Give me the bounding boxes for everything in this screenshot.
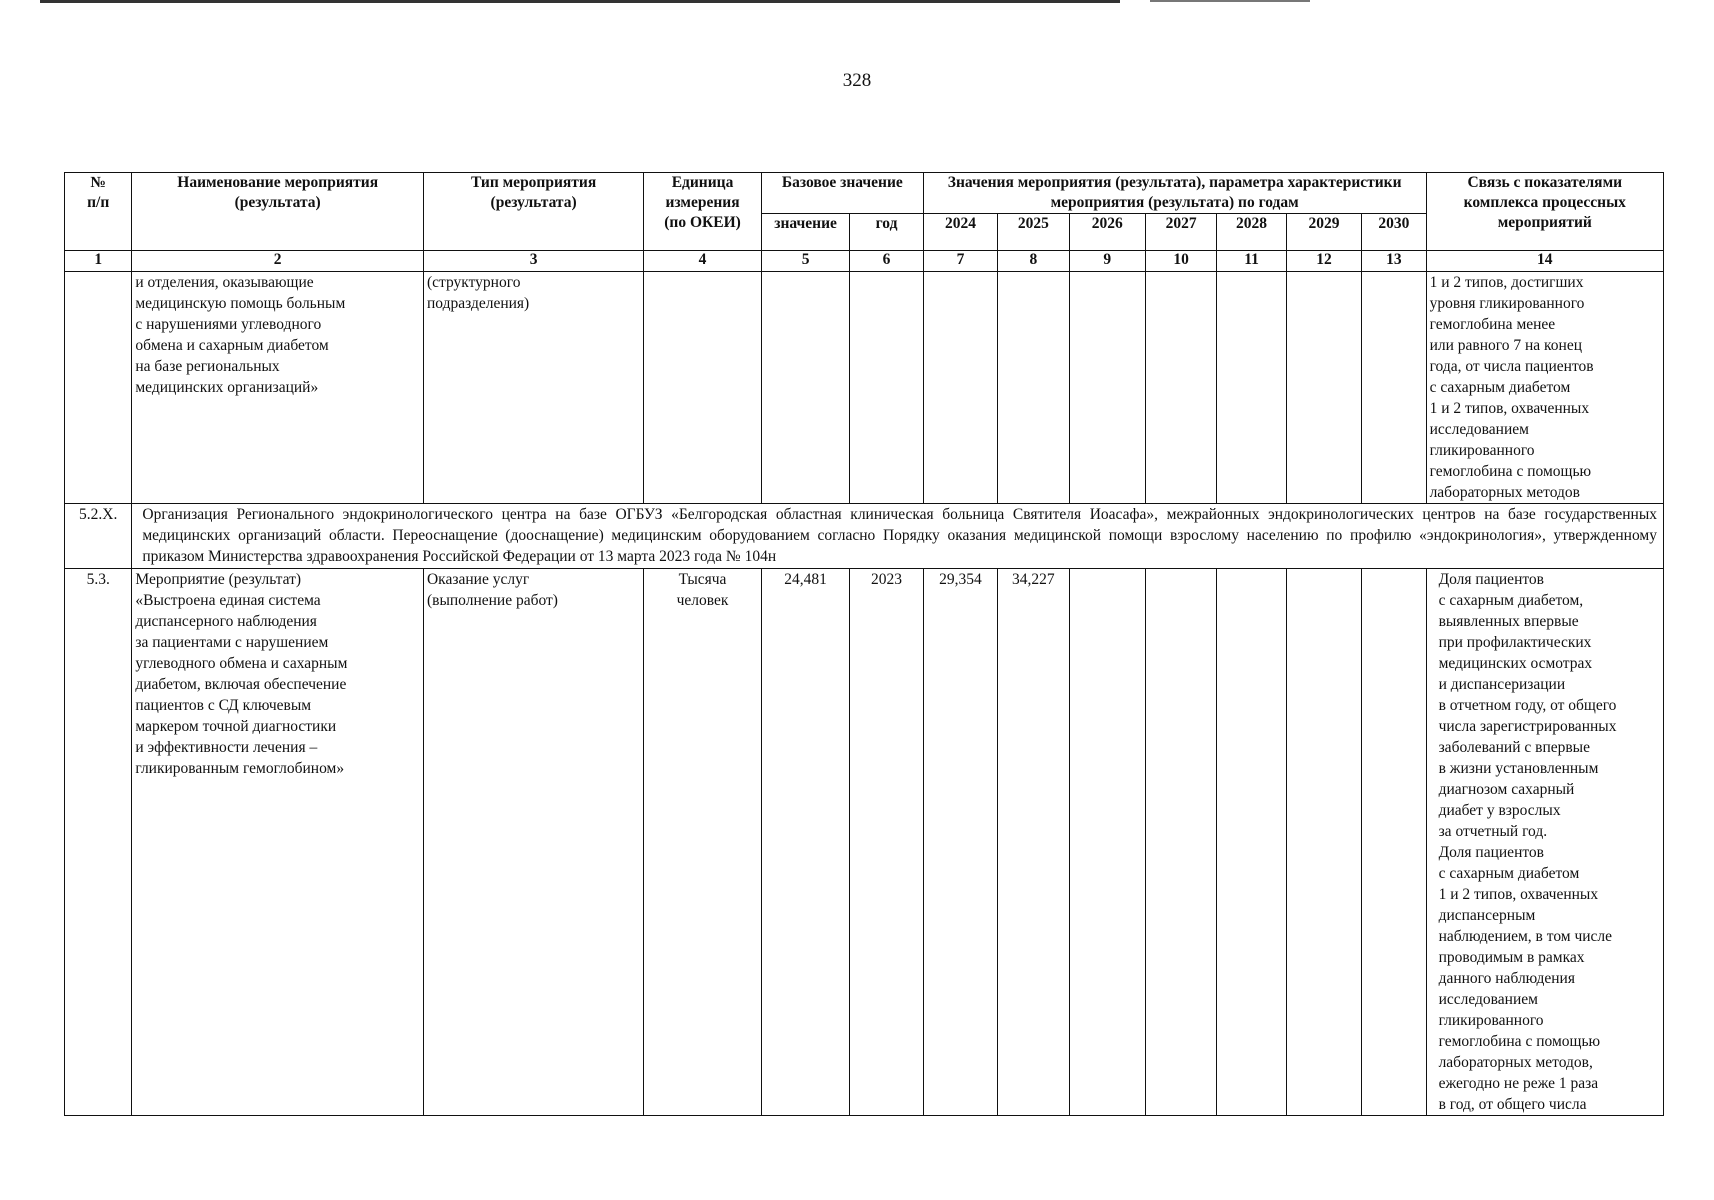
year-value-cell [1362, 569, 1426, 1116]
column-number: 11 [1217, 251, 1286, 272]
header-base-year: год [850, 214, 923, 251]
header-base-value-group: Базовое значение [761, 173, 923, 214]
table-row [65, 272, 1664, 504]
column-number: 14 [1426, 251, 1663, 272]
header-year: 2027 [1145, 214, 1216, 251]
column-number: 8 [998, 251, 1069, 272]
header-year: 2030 [1362, 214, 1426, 251]
year-value-cell: 34,227 [998, 569, 1069, 1116]
activity-name: и отделения, оказывающие медицинскую помощь больным с нарушениями углеводного обмена и сахарным диабетом на базе региональных медицинских организаций» [132, 272, 424, 504]
column-number: 7 [923, 251, 997, 272]
header-link-indicators: Связь с показателями комплекса процессных мероприятий [1426, 173, 1663, 251]
section-title: Организация Регионального эндокринологического центра на базе ОГБУЗ «Белгородская областная клиническая больница Святителя Иоасафа», межрайонных эндокринологических центров на базе государственных медицинских организаций области. Переоснащение (дооснащение) медицинским оборудованием согласно Порядку оказания медицинской помощи взрослому населению по профилю «эндокринология», утвержденному приказом Министерства здравоохранения Российской Федерации от 13 марта 2023 года № 104н [132, 504, 1664, 569]
row-number [65, 272, 132, 504]
column-number: 9 [1069, 251, 1145, 272]
base-year-cell [850, 272, 923, 504]
section-number: 5.2.X. [65, 504, 132, 569]
header-values-by-year: Значения мероприятия (результата), параметра характеристики мероприятия (результата) по годам [923, 173, 1426, 214]
column-number: 5 [761, 251, 849, 272]
header-unit: Единица измерения (по ОКЕИ) [644, 173, 762, 251]
unit-cell: Тысяча человек [644, 569, 762, 1116]
year-value-cell [1217, 272, 1286, 504]
activity-type: (структурного подразделения) [423, 272, 643, 504]
base-year-cell: 2023 [850, 569, 923, 1116]
column-number-row [65, 251, 1664, 272]
activity-type: Оказание услуг (выполнение работ) [423, 569, 643, 1116]
year-value-cell [923, 272, 997, 504]
column-number: 6 [850, 251, 923, 272]
year-value-cell [1145, 272, 1216, 504]
link-indicators: 1 и 2 типов, достигших уровня гликированного гемоглобина менее или равного 7 на конец года, от числа пациентов с сахарным диабетом 1 и 2 типов, охваченных исследованием гликированного гемоглобина с помощью лабораторных методов [1426, 272, 1663, 504]
activity-name: Мероприятие (результат) «Выстроена единая система диспансерного наблюдения за пациентами с нарушением углеводного обмена и сахарным диабетом, включая обеспечение пациентов с СД ключевым маркером точной диагностики и эффективности лечения – гликированным гемоглобином» [132, 569, 424, 1116]
column-number: 10 [1145, 251, 1216, 272]
scan-edge-mark [40, 0, 1120, 3]
year-value-cell [1145, 569, 1216, 1116]
section-row [65, 504, 1664, 569]
scan-edge-mark [1150, 0, 1310, 2]
base-value-cell: 24,481 [761, 569, 849, 1116]
activities-table [64, 172, 1664, 1116]
header-activity-type: Тип мероприятия (результата) [423, 173, 643, 251]
column-number: 2 [132, 251, 424, 272]
header-year: 2029 [1286, 214, 1361, 251]
year-value-cell [1069, 569, 1145, 1116]
header-year: 2025 [998, 214, 1069, 251]
column-number: 1 [65, 251, 132, 272]
year-value-cell [1286, 569, 1361, 1116]
column-number: 13 [1362, 251, 1426, 272]
header-year: 2026 [1069, 214, 1145, 251]
table-header-row [65, 173, 1664, 214]
year-value-cell: 29,354 [923, 569, 997, 1116]
year-value-cell [1286, 272, 1361, 504]
header-number: № п/п [65, 173, 132, 251]
column-number: 12 [1286, 251, 1361, 272]
header-base-value: значение [761, 214, 849, 251]
table-row [65, 569, 1664, 1116]
column-number: 3 [423, 251, 643, 272]
year-value-cell [998, 272, 1069, 504]
unit-cell [644, 272, 762, 504]
base-value-cell [761, 272, 849, 504]
year-value-cell [1069, 272, 1145, 504]
row-number: 5.3. [65, 569, 132, 1116]
year-value-cell [1217, 569, 1286, 1116]
link-indicators: Доля пациентов с сахарным диабетом, выявленных впервые при профилактических медицинских осмотрах и диспансеризации в отчетном году, от общего числа зарегистрированных заболеваний с впервые в жизни установленным диагнозом сахарный диабет у взрослых за отчетный год. Доля пациентов с сахарным диабетом 1 и 2 типов, охваченных диспансерным наблюдением, в том числе проводимым в рамках данного наблюдения исследованием гликированного гемоглобина с помощью лабораторных методов, ежегодно не реже 1 раза в год, от общего числа [1426, 569, 1663, 1116]
column-number: 4 [644, 251, 762, 272]
header-year: 2024 [923, 214, 997, 251]
header-year: 2028 [1217, 214, 1286, 251]
page-number: 328 [842, 70, 872, 91]
header-activity-name: Наименование мероприятия (результата) [132, 173, 424, 251]
year-value-cell [1362, 272, 1426, 504]
